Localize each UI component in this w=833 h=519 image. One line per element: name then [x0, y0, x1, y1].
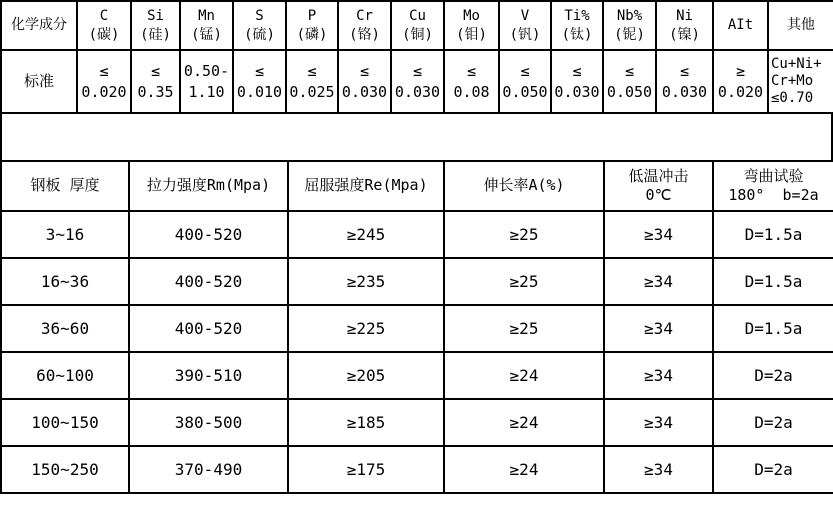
mech-header-tensile: 拉力强度Rm(Mpa) — [129, 161, 288, 211]
limit-sign: ≥ — [735, 62, 746, 81]
impact-cell: ≥34 — [604, 305, 713, 352]
mechanical-properties-table — [0, 160, 833, 494]
chem-limit-ti — [551, 50, 603, 113]
limit-sign: ≤ — [679, 62, 690, 81]
limit-sign: ≤ — [572, 62, 582, 81]
chem-symbol: Ni — [676, 8, 693, 25]
limit-value: 0.050 — [502, 82, 548, 101]
yield-cell: ≥225 — [288, 305, 444, 352]
limit-sign: ≤ — [99, 62, 109, 81]
limit-sign: ≤ — [466, 62, 477, 81]
mech-header-row — [1, 161, 833, 211]
tensile-cell: 400-520 — [129, 305, 288, 352]
chem-limit-cu — [391, 50, 444, 113]
limit-sign: ≤ — [254, 62, 265, 81]
bend-cell: D=2a — [713, 399, 833, 446]
chem-symbol: S — [255, 8, 264, 25]
mech-row — [1, 211, 833, 258]
mech-row — [1, 305, 833, 352]
tensile-cell: 400-520 — [129, 211, 288, 258]
chem-symbol: Mo — [463, 8, 480, 25]
thickness-cell: 60~100 — [1, 352, 129, 399]
bend-cell: D=1.5a — [713, 211, 833, 258]
limit-sign: ≤ — [624, 62, 635, 81]
thickness-cell: 36~60 — [1, 305, 129, 352]
impact-cell: ≥34 — [604, 211, 713, 258]
others-line2: Cr+Mo — [771, 73, 814, 90]
chem-limit-c — [77, 50, 131, 113]
others-line1: Cu+Ni+ — [771, 56, 822, 73]
mech-header-thickness: 钢板 厚度 — [1, 161, 129, 211]
elongation-cell: ≥25 — [444, 258, 604, 305]
chem-col-header-s — [233, 1, 286, 50]
chem-header-row — [1, 1, 833, 50]
chem-chinese: (钛) — [561, 26, 593, 43]
mech-row — [1, 399, 833, 446]
chem-col-header-nb — [603, 1, 656, 50]
chemical-composition-table — [0, 0, 833, 114]
chem-col-header-alt — [713, 1, 768, 50]
chem-symbol: Cu — [409, 8, 426, 25]
mech-header-elongation: 伸长率A(%) — [444, 161, 604, 211]
limit-sign: ≤ — [359, 62, 370, 81]
chem-standard-row — [1, 50, 833, 113]
yield-cell: ≥185 — [288, 399, 444, 446]
chem-chinese: (铜) — [402, 26, 433, 43]
chem-symbol: AIt — [727, 17, 754, 34]
chem-symbol: Si — [147, 8, 164, 25]
bend-cell: D=2a — [713, 446, 833, 493]
spacer-row — [0, 114, 833, 160]
elongation-cell: ≥24 — [444, 399, 604, 446]
chem-col-header-ti — [551, 1, 603, 50]
elongation-cell: ≥25 — [444, 305, 604, 352]
elongation-cell: ≥25 — [444, 211, 604, 258]
tensile-cell: 370-490 — [129, 446, 288, 493]
limit-value: 0.020 — [717, 82, 764, 101]
limit-value: 1.10 — [188, 82, 225, 101]
chem-limit-mn — [180, 50, 233, 113]
chem-limit-si — [131, 50, 180, 113]
chem-chinese: (钼) — [456, 26, 487, 43]
thickness-cell: 150~250 — [1, 446, 129, 493]
chem-chinese: (碳) — [88, 26, 120, 43]
bend-cell: D=1.5a — [713, 305, 833, 352]
chem-limit-nb — [603, 50, 656, 113]
chem-chinese: (镍) — [669, 26, 700, 43]
mech-header-bend — [713, 161, 833, 211]
chem-col-header-mn — [180, 1, 233, 50]
limit-sign: ≤ — [307, 62, 317, 81]
chem-limit-cr — [338, 50, 391, 113]
mech-header-yield: 屈服强度Re(Mpa) — [288, 161, 444, 211]
tensile-cell: 400-520 — [129, 258, 288, 305]
yield-cell: ≥235 — [288, 258, 444, 305]
chem-symbol: Nb% — [616, 8, 643, 25]
limit-sign: 0.50- — [183, 62, 230, 81]
chem-chinese: (硫) — [244, 26, 275, 43]
chem-symbol: C — [99, 8, 109, 25]
chem-chinese: (锰) — [191, 26, 222, 43]
chem-symbol: V — [520, 8, 530, 25]
chem-symbol: Cr — [356, 8, 373, 25]
limit-sign: ≤ — [150, 62, 161, 81]
chem-limit-p — [286, 50, 338, 113]
chem-limit-mo — [444, 50, 499, 113]
chem-col-header-v — [499, 1, 551, 50]
mech-row — [1, 258, 833, 305]
chem-symbol: Mn — [198, 8, 215, 25]
chem-col-header-mo — [444, 1, 499, 50]
bend-line1: 弯曲试验 — [743, 166, 804, 185]
chem-col-header-si — [131, 1, 180, 50]
limit-value: 0.030 — [661, 82, 708, 101]
impact-line2: 0℃ — [645, 186, 672, 204]
tensile-cell: 390-510 — [129, 352, 288, 399]
chem-symbol: P — [307, 8, 317, 25]
thickness-cell: 100~150 — [1, 399, 129, 446]
mech-header-impact — [604, 161, 713, 211]
yield-cell: ≥205 — [288, 352, 444, 399]
chem-limit-ni — [656, 50, 713, 113]
limit-value: 0.020 — [81, 82, 127, 101]
thickness-cell: 16~36 — [1, 258, 129, 305]
chem-col-header-c — [77, 1, 131, 50]
chem-limit-alt — [713, 50, 768, 113]
elongation-cell: ≥24 — [444, 352, 604, 399]
chem-col-header-cr — [338, 1, 391, 50]
chem-standard-label: 标准 — [1, 50, 77, 113]
chem-others-value — [768, 50, 833, 113]
thickness-cell: 3~16 — [1, 211, 129, 258]
limit-value: 0.08 — [453, 82, 490, 101]
chem-chinese: (钒) — [509, 26, 541, 43]
limit-value: 0.030 — [554, 82, 600, 101]
chem-chinese: (磷) — [296, 26, 328, 43]
others-line3: ≤0.70 — [771, 89, 814, 106]
chem-limit-v — [499, 50, 551, 113]
impact-cell: ≥34 — [604, 258, 713, 305]
elongation-cell: ≥24 — [444, 446, 604, 493]
tensile-cell: 380-500 — [129, 399, 288, 446]
chem-corner-label: 化学成分 — [1, 1, 77, 50]
chem-symbol: Ti% — [564, 8, 590, 25]
limit-value: 0.010 — [236, 82, 283, 101]
chem-col-header-p — [286, 1, 338, 50]
mech-row — [1, 446, 833, 493]
chem-col-header-cu — [391, 1, 444, 50]
impact-line1: 低温冲击 — [628, 166, 689, 185]
impact-cell: ≥34 — [604, 446, 713, 493]
limit-value: 0.030 — [341, 82, 388, 101]
yield-cell: ≥175 — [288, 446, 444, 493]
chem-chinese: (铌) — [614, 26, 645, 43]
limit-sign: ≤ — [412, 62, 423, 81]
limit-value: 0.35 — [137, 82, 174, 101]
chem-chinese: (硅) — [140, 26, 171, 43]
bend-line2: 180° b=2a — [728, 186, 819, 204]
chem-chinese: (铬) — [349, 26, 380, 43]
yield-cell: ≥245 — [288, 211, 444, 258]
impact-cell: ≥34 — [604, 399, 713, 446]
chem-col-header-others: 其他 — [768, 1, 833, 50]
bend-cell: D=2a — [713, 352, 833, 399]
bend-cell: D=1.5a — [713, 258, 833, 305]
impact-cell: ≥34 — [604, 352, 713, 399]
limit-sign: ≤ — [520, 62, 530, 81]
chem-col-header-ni — [656, 1, 713, 50]
mech-row — [1, 352, 833, 399]
chem-limit-s — [233, 50, 286, 113]
limit-value: 0.030 — [394, 82, 441, 101]
limit-value: 0.025 — [289, 82, 335, 101]
limit-value: 0.050 — [606, 82, 653, 101]
